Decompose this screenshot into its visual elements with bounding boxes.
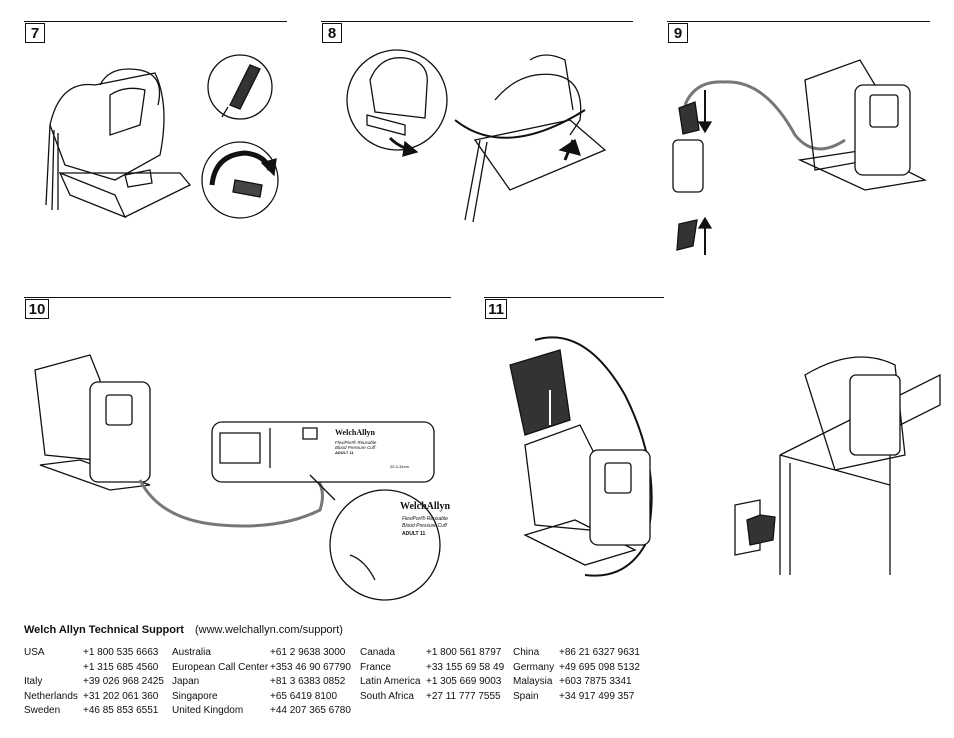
contact-phone: +603 7875 3341 <box>559 676 632 687</box>
contact-phone: +44 207 365 6780 <box>270 705 351 716</box>
contact-column-1 <box>24 646 164 719</box>
contact-row <box>360 675 504 690</box>
contact-row <box>24 661 164 676</box>
step-10-illustration <box>20 340 450 600</box>
bp-monitor-10 <box>90 382 150 482</box>
contact-country: Canada <box>360 647 396 658</box>
zoom-brand: WelchAllyn <box>400 501 451 512</box>
contact-phone: +31 202 061 360 <box>83 690 159 702</box>
zoom-line2: Blood Pressure Cuff <box>402 523 447 529</box>
contact-country: China <box>513 647 540 658</box>
contact-country: United Kingdom <box>172 705 244 716</box>
cradle-body <box>50 73 164 180</box>
step-number-7: 7 <box>25 23 45 43</box>
bp-monitor <box>855 85 910 175</box>
contact-country: Sweden <box>24 705 61 716</box>
rotate-callout <box>202 142 278 218</box>
contact-phone: +1 800 535 6663 <box>83 647 159 658</box>
bp-monitor-11 <box>590 450 650 545</box>
contact-country: Singapore <box>172 690 218 702</box>
cuff <box>212 422 434 482</box>
contact-phone: +49 695 098 5132 <box>559 661 640 673</box>
contact-phone: +33 155 69 58 49 <box>426 661 505 673</box>
step-number-11: 11 <box>485 299 507 319</box>
support-title: Welch Allyn Technical Support <box>24 624 184 636</box>
contact-phone: +1 305 669 9003 <box>426 676 502 687</box>
contact-phone: +353 46 90 67790 <box>270 661 351 673</box>
mount-plate <box>475 120 605 190</box>
contact-row <box>172 675 351 690</box>
contact-country: Australia <box>172 647 211 658</box>
contact-row <box>172 704 351 719</box>
contact-phone: +81 3 6383 0852 <box>270 676 346 687</box>
support-url[interactable]: (www.welchallyn.com/support) <box>195 624 343 636</box>
contact-phone: +27 11 777 7555 <box>426 690 501 702</box>
contact-country: USA <box>24 647 45 658</box>
cuff-rolled <box>510 350 570 435</box>
contact-phone: +39 026 968 2425 <box>83 676 164 687</box>
cuff-line2: Blood Pressure Cuff <box>335 445 376 450</box>
cuff-size: ADULT 11 <box>335 450 354 455</box>
contact-row <box>24 690 164 705</box>
hose-connector <box>679 102 699 134</box>
contact-country <box>24 661 83 676</box>
cuff-brand: WelchAllyn <box>335 428 376 437</box>
contact-country: France <box>360 661 392 673</box>
contact-row <box>513 646 640 661</box>
contact-row <box>24 675 164 690</box>
contact-row <box>24 646 164 661</box>
contact-country: South Africa <box>360 690 414 702</box>
zoom-size: ADULT 11 <box>402 531 426 537</box>
contact-row <box>513 690 640 705</box>
cuff-line1: FlexiPort® Reusable <box>335 440 377 445</box>
step-number-9: 9 <box>668 23 688 43</box>
contact-column-4 <box>513 646 640 704</box>
screwdriver-callout <box>208 55 272 119</box>
panel-8-rule <box>321 21 633 22</box>
contact-phone: +61 2 9638 3000 <box>270 647 346 658</box>
step-number-8: 8 <box>322 23 342 43</box>
contact-country: Italy <box>24 676 43 687</box>
cradle-callout <box>347 50 447 156</box>
step-number-10: 10 <box>25 299 49 319</box>
contact-row <box>513 675 640 690</box>
contact-country: Spain <box>513 690 539 702</box>
contact-country: European Call Center <box>172 661 269 673</box>
contact-row <box>172 646 351 661</box>
cuff-range: 25.3-34cm <box>390 464 409 469</box>
contact-row <box>360 690 504 705</box>
contact-row <box>24 704 164 719</box>
contact-row <box>360 661 504 676</box>
contact-phone: +1 315 685 4560 <box>83 661 159 673</box>
contact-phone: +86 21 6327 9631 <box>559 647 640 658</box>
contact-column-2 <box>172 646 351 719</box>
hose <box>685 82 845 149</box>
step-7-illustration <box>40 45 285 225</box>
contact-row <box>172 690 351 705</box>
contact-country: Germany <box>513 661 555 673</box>
connector-housing <box>673 140 703 192</box>
contact-row <box>172 661 351 676</box>
panel-11-rule <box>484 297 664 298</box>
contact-row <box>360 646 504 661</box>
zoom-line1: FlexiPort® Reusable <box>402 516 448 522</box>
panel-10-rule <box>24 297 451 298</box>
step-8-illustration <box>345 40 635 225</box>
step-9-illustration <box>665 40 935 265</box>
contact-country: Japan <box>172 676 200 687</box>
support-header <box>24 624 343 636</box>
contact-row <box>513 661 640 676</box>
contact-country: Netherlands <box>24 690 78 702</box>
contact-phone: +65 6419 8100 <box>270 690 338 702</box>
contact-column-3 <box>360 646 504 704</box>
contact-phone: +46 85 853 6551 <box>83 705 159 716</box>
panel-7-rule <box>24 21 287 22</box>
contact-country: Malaysia <box>513 676 553 687</box>
panel-9-rule <box>667 21 930 22</box>
zoom-callout <box>310 475 440 600</box>
step-11-illustration <box>505 335 945 580</box>
contact-country: Latin America <box>360 676 421 687</box>
contact-phone: +34 917 499 357 <box>559 690 635 702</box>
contact-phone: +1 800 561 8797 <box>426 647 502 658</box>
